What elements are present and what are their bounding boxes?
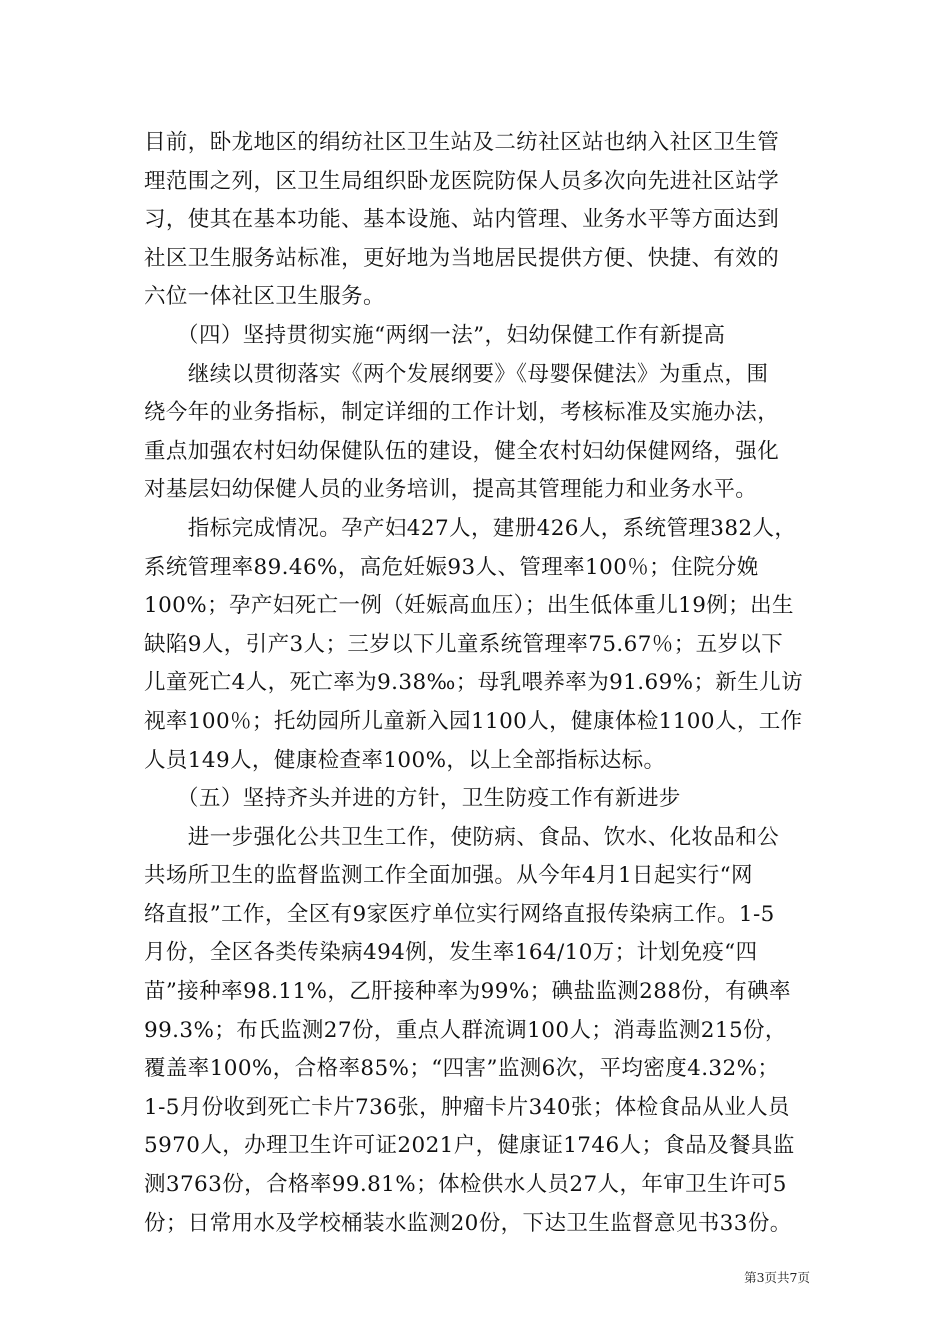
text-line: 目前，卧龙地区的绢纺社区卫生站及二纺社区站也纳入社区卫生管 (144, 130, 780, 155)
text-line: 覆盖率100%，合格率85%；“四害”监测6次，平均密度4.32%； (144, 1056, 780, 1082)
text-line: 人员149人，健康检查率100%，以上全部指标达标。 (144, 747, 666, 773)
text-line: 习，使其在基本功能、基本设施、站内管理、业务水平等方面达到 (144, 207, 780, 233)
text-line: 对基层妇幼保健人员的业务培训，提高其管理能力和业务水平。 (144, 477, 758, 503)
text-line: 苗”接种率98.11%，乙肝接种率为99%；碘盐监测288份，有碘率 (144, 979, 791, 1005)
text-line: 系统管理率89.46%，高危妊娠93人、管理率100％；住院分娩 (144, 554, 759, 580)
text-line: 缺陷9人，引产3人；三岁以下儿童系统管理率75.67％；五岁以下 (144, 631, 784, 657)
text-line: 进一步强化公共卫生工作，使防病、食品、饮水、化妆品和公 (144, 824, 780, 850)
text-line: 社区卫生服务站标准，更好地为当地居民提供方便、快捷、有效的 (144, 245, 780, 271)
text-line: 月份，全区各类传染病494例，发生率164/10万；计划免疫“四 (144, 940, 758, 966)
page-number: 第3页共7页 (744, 1270, 810, 1285)
text-line: 重点加强农村妇幼保健队伍的建设，健全农村妇幼保健网络，强化 (144, 438, 780, 464)
text-line: 六位一体社区卫生服务。 (144, 284, 385, 310)
text-line: 100%；孕产妇死亡一例（妊娠高血压）；出生低体重儿19例；出生 (144, 593, 794, 619)
text-line: 5970人，办理卫生许可证2021户，健康证1746人；食品及餐具监 (144, 1133, 795, 1159)
text-line: 继续以贯彻落实《两个发展纲要》《母婴保健法》为重点，围 (144, 361, 769, 387)
section-heading-5: （五）坚持齐头并进的方针，卫生防疫工作有新进步 (144, 786, 681, 812)
body-text (144, 124, 810, 1243)
text-line: 络直报”工作，全区有9家医疗单位实行网络直报传染病工作。1-5 (144, 901, 775, 927)
text-line: 视率100％；托幼园所儿童新入园1100人，健康体检1100人，工作 (144, 708, 803, 734)
text-line: 共场所卫生的监督监测工作全面加强。从今年4月1日起实行“网 (144, 863, 753, 889)
section-heading-4: （四）坚持贯彻实施“两纲一法”，妇幼保健工作有新提高 (144, 322, 726, 348)
text-line: 指标完成情况。孕产妇427人，建册426人，系统管理382人， (144, 515, 797, 541)
text-line: 绕今年的业务指标，制定详细的工作计划，考核标准及实施办法， (144, 400, 780, 426)
text-line: 儿童死亡4人，死亡率为9.38‰；母乳喂养率为91.69%；新生儿访 (144, 670, 803, 696)
text-line: 份；日常用水及学校桶装水监测20份，下达卫生监督意见书33份。 (144, 1210, 792, 1236)
text-line: 1-5月份收到死亡卡片736张，肿瘤卡片340张；体检食品从业人员 (144, 1094, 790, 1120)
text-line: 理范围之列，区卫生局组织卧龙医院防保人员多次向先进社区站学 (144, 168, 780, 194)
text-line: 99.3%；布氏监测27份，重点人群流调100人；消毒监测215份， (144, 1017, 787, 1043)
text-line: 测3763份，合格率99.81%；体检供水人员27人，年审卫生许可5 (144, 1172, 787, 1198)
